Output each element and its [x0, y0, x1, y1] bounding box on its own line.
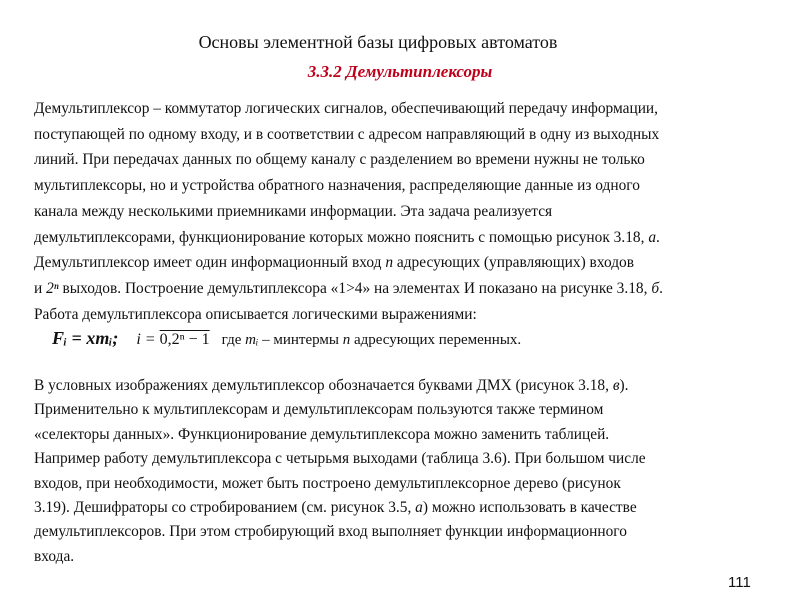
text-line — [34, 199, 663, 225]
text-segment: канала между несколькими приемниками информации. Эта задача реализуется — [34, 202, 553, 220]
where-var: mᵢ — [245, 332, 259, 348]
index-lhs: i = — [136, 331, 160, 348]
text-line — [34, 472, 646, 496]
text-line — [34, 250, 663, 276]
text-line — [34, 423, 646, 447]
text-segment: Применительно к мультиплексорам и демультиплексорам пользуются также термином — [34, 401, 604, 419]
italic-text: б — [651, 279, 660, 297]
text-segment: ) можно использовать в качестве — [422, 499, 637, 517]
text-line — [34, 122, 663, 148]
paragraph-notation — [34, 374, 646, 569]
where-mid: – минтермы — [258, 332, 343, 348]
text-line — [34, 147, 663, 173]
where-suffix: адресующих переменных. — [350, 332, 522, 348]
text-segment: адресующих (управляющих) входов — [393, 254, 634, 272]
text-line — [34, 225, 663, 251]
formula-main: Fᵢ = xmᵢ; — [52, 328, 119, 348]
italic-text: а — [415, 499, 423, 517]
italic-text: а — [648, 228, 657, 246]
text-line — [34, 447, 646, 471]
formula-index — [136, 331, 209, 348]
text-segment: 3.19). Дешифраторы со стробированием (см. рисунок 3.5, — [34, 499, 416, 517]
section-heading: 3.3.2 Демультиплексоры — [307, 62, 493, 81]
text-line — [34, 173, 663, 199]
text-segment: Демультиплексор – коммутатор логических сигналов, обеспечивающий передачу информации, — [34, 100, 659, 117]
text-line — [34, 398, 646, 422]
paragraph-definition — [34, 96, 663, 327]
text-line — [34, 302, 663, 328]
italic-text: в — [612, 377, 620, 394]
text-segment: входов, при необходимости, может быть построено демультиплексорное дерево (рисунок — [34, 474, 621, 492]
italic-text: n — [385, 254, 394, 272]
text-segment: демультиплексорами, функционирование которых можно пояснить с помощью рисунок 3.18, — [34, 228, 649, 246]
text-segment: . — [656, 228, 660, 246]
text-segment: мультиплексоры, но и устройства обратного назначения, распределяющие данные из одного — [34, 177, 640, 195]
text-segment: демультиплексоров. При этом стробирующий вход выполняет функции информационного — [34, 523, 627, 541]
text-segment: . — [659, 279, 663, 297]
italic-text: 2ⁿ — [46, 279, 59, 297]
text-segment: входа. — [34, 547, 75, 565]
text-segment: ). — [619, 377, 629, 394]
text-segment: Работа демультиплексора описывается логическими выражениями: — [34, 305, 477, 323]
text-segment: выходов. Построение демультиплексора «1>4» на элементах И показано на рисунке 3.18, — [58, 279, 652, 297]
text-segment: Например работу демультиплексора с четырьмя выходами (таблица 3.6). При большом числе — [34, 450, 646, 468]
text-line — [34, 276, 663, 302]
text-line — [34, 96, 663, 122]
formula — [52, 328, 521, 349]
text-segment: В условных изображениях демультиплексор обозначается буквами ДМХ (рисунок 3.18, — [34, 377, 613, 394]
text-line — [34, 520, 646, 544]
where-n: n — [342, 332, 351, 348]
slide-title: Основы элементной базы цифровых автоматов — [198, 32, 558, 52]
text-line — [34, 374, 646, 398]
text-segment: Демультиплексор имеет один информационный вход — [34, 254, 386, 272]
text-line — [34, 545, 646, 569]
formula-explanation — [222, 332, 521, 348]
index-range: 0,2ⁿ − 1 — [159, 331, 210, 348]
text-segment: «селекторы данных». Функционирование демультиплексора можно заменить таблицей. — [34, 425, 610, 443]
where-prefix: где — [221, 332, 246, 348]
page-number: 111 — [728, 574, 751, 591]
text-line — [34, 496, 646, 520]
text-segment: и — [34, 279, 47, 297]
text-segment: линий. При передачах данных по общему каналу с разделением во времени нужны не только — [34, 151, 645, 169]
text-segment: поступающей по одному входу, и в соответствии с адресом направляющий в одну из выходных — [34, 125, 660, 143]
